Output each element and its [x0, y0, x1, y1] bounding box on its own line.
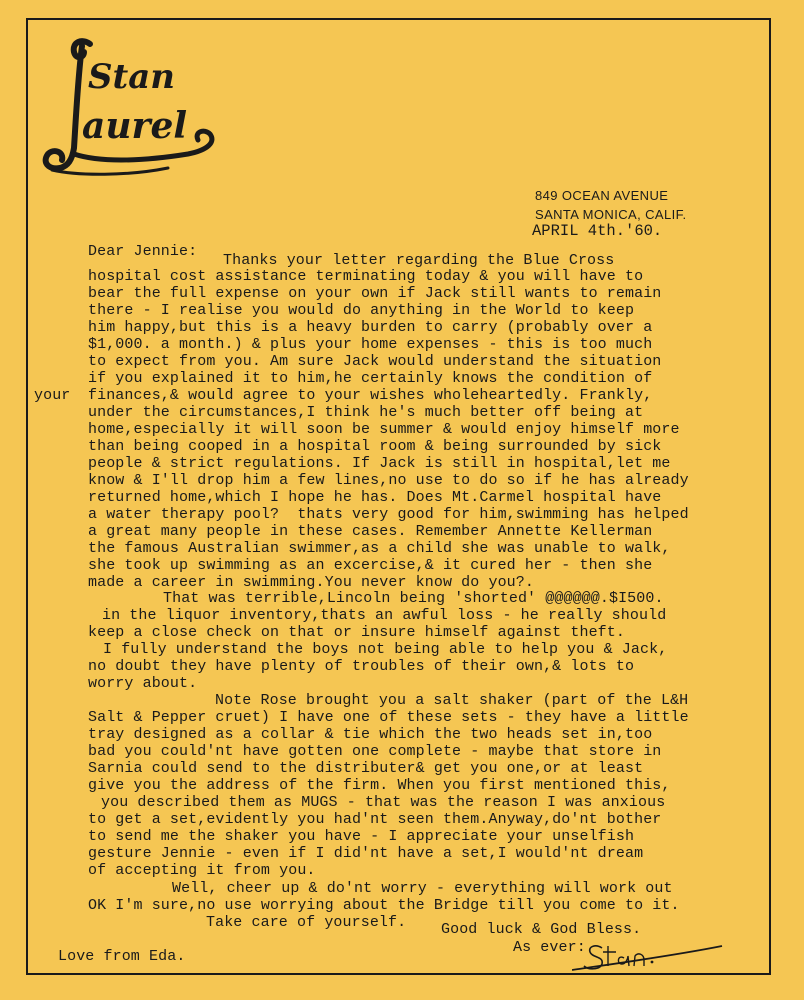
body-line: keep a close check on that or insure himself against theft. — [88, 624, 625, 641]
body-line: a water therapy pool? thats very good for him,swimming has helped — [88, 506, 689, 523]
salutation: Dear Jennie: — [88, 243, 198, 260]
svg-text:Stan: Stan — [88, 57, 176, 97]
body-line: than being cooped in a hospital room & being surrounded by sick — [88, 438, 662, 455]
body-line: home,especially it will soon be summer & would enjoy himself more — [88, 421, 680, 438]
body-line: $1,000. a month.) & plus your home expenses - this is too much — [88, 336, 653, 353]
body-line: to send me the shaker you have - I appreciate your unselfish — [88, 828, 635, 845]
body-line: under the circumstances,I think he's much better off being at — [88, 404, 644, 421]
body-line: Take care of yourself. — [206, 914, 407, 931]
body-line: the famous Australian swimmer,as a child she was unable to walk, — [88, 540, 671, 557]
body-line: worry about. — [88, 675, 198, 692]
body-line: a great many people in these cases. Remember Annette Kellerman — [88, 523, 653, 540]
body-line: Salt & Pepper cruet) I have one of these sets - they have a little — [88, 709, 689, 726]
body-line: bad you could'nt have gotten one complete - maybe that store in — [88, 743, 662, 760]
body-line: Well, cheer up & do'nt worry - everything will work out — [172, 880, 673, 897]
margin-note: your — [34, 387, 71, 404]
body-line: she took up swimming as an excercise,& it cured her - then she — [88, 557, 653, 574]
body-line: Note Rose brought you a salt shaker (part of the L&H — [215, 692, 689, 709]
body-line: to get a set,evidently you had'nt seen them.Anyway,do'nt bother — [88, 811, 662, 828]
closing-line: Good luck & God Bless. — [441, 921, 642, 938]
body-line: That was terrible,Lincoln being 'shorted' @@@@@@.$I500. — [163, 590, 664, 607]
body-line: there - I realise you would do anything in the World to keep — [88, 302, 635, 319]
postscript: Love from Eda. — [58, 948, 186, 965]
body-line: tray designed as a collar & tie which the two heads set in,too — [88, 726, 653, 743]
body-line: I fully understand the boys not being able to help you & Jack, — [103, 641, 668, 658]
handwritten-signature — [572, 934, 724, 974]
body-line: to expect from you. Am sure Jack would understand the situation — [88, 353, 662, 370]
body-line: OK I'm sure,no use worrying about the Bridge till you come to it. — [88, 897, 680, 914]
body-line: people & strict regulations. If Jack is still in hospital,let me — [88, 455, 671, 472]
svg-text:aurel: aurel — [82, 105, 188, 147]
address-city: SANTA MONICA, CALIF. — [535, 207, 687, 222]
body-line: Thanks your letter regarding the Blue Cross — [223, 252, 615, 269]
body-line: finances,& would agree to your wishes wholeheartedly. Frankly, — [88, 387, 653, 404]
body-line: gesture Jennie - even if I did'nt have a set,I would'nt dream — [88, 845, 644, 862]
body-line: bear the full expense on your own if Jack still wants to remain — [88, 285, 662, 302]
body-line: you described them as MUGS - that was the reason I was anxious — [101, 794, 666, 811]
body-line: know & I'll drop him a few lines,no use to do so if he has already — [88, 472, 689, 489]
address-street: 849 OCEAN AVENUE — [535, 188, 669, 203]
body-line: no doubt they have plenty of troubles of their own,& lots to — [88, 658, 635, 675]
body-line: of accepting it from you. — [88, 862, 316, 879]
body-line: in the liquor inventory,thats an awful loss - he really should — [102, 607, 667, 624]
closing-as-ever: As ever: — [513, 939, 586, 956]
body-line: give you the address of the firm. When you first mentioned this, — [88, 777, 671, 794]
body-line: hospital cost assistance terminating today & you will have to — [88, 268, 644, 285]
body-line: made a career in swimming.You never know do you?. — [88, 574, 534, 591]
body-line: returned home,which I hope he has. Does Mt.Carmel hospital have — [88, 489, 662, 506]
body-line: him happy,but this is a heavy burden to carry (probably over a — [88, 319, 653, 336]
body-line: if you explained it to him,he certainly knows the condition of — [88, 370, 653, 387]
body-line: Sarnia could send to the distributer& get you one,or at least — [88, 760, 644, 777]
letter-date: APRIL 4th.'60. — [532, 222, 663, 240]
